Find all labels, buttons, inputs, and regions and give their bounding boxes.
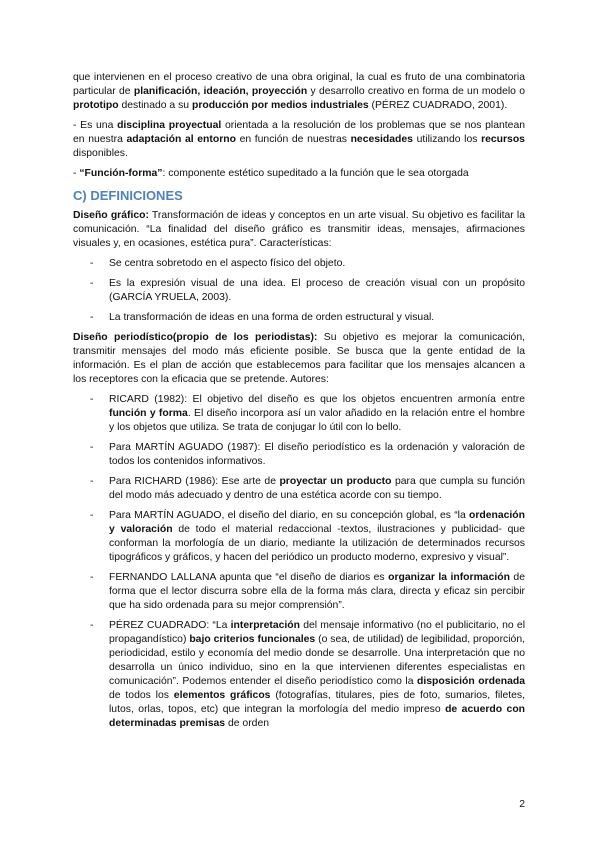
dash-bullet: - [90,258,94,269]
list-item: - Se centra sobretodo en el aspecto físico del objeto. [90,258,346,269]
list-item: - RICARD (1982): El objetivo del diseño es que los objetos encuentren armonía entre función y forma. El diseño incorpora así un valor añadido en la relación entre el hombre y los objetos que utiliza. Se trata de conjugar lo útil con lo bello. [90,394,526,433]
list-item: - Es la expresión visual de una idea. El proceso de creación visual con un propósito (GARCÍA YRUELA, 2003). [90,278,525,303]
grafico-characteristics-list [73,257,525,325]
page-number: 2 [519,799,525,810]
section-heading: C) DEFINICIONES [73,188,183,203]
diseno-grafico-paragraph: Diseño gráfico: Transformación de ideas y conceptos en un arte visual. Su objetivo es facilitar la comunicación. “La finalidad del diseño gráfico es transmitir ideas, mensajes, afirmaciones visuales y, en ocasiones, estética pura”. Características: [73,210,526,249]
dash-bullet: - [90,278,94,289]
dash-bullet: - [90,312,94,323]
dash-bullet: - [90,510,94,521]
list-item: - PÉREZ CUADRADO: “La interpretación del mensaje informativo (no el publicitario, no el propagandístico) bajo criterios funcionales (o sea, de utilidad) de legibilidad, proporción, periodicidad, estilo y economía del medio donde se desarrolle. Una interpretación que no desarrolla un único individuo, sino en la que intervienen diferentes especialistas en comunicación”. Podemos entender el diseño periodístico como la disposición ordenada de todos los elementos gráficos (fotografías, titulares, pies de foto, sumarios, filetes, lutos, orlas, topos, etc) que integran la morfología del medio impreso de acuerdo con determinadas premisas de orden [90,620,526,729]
dash-bullet: - [90,572,94,583]
list-item: - Para MARTÍN AGUADO, el diseño del diario, en su concepción global, es “la ordenación y valoración de todo el material redaccional -textos, ilustraciones y publicidad- que conforman la morfología de un diario, mediante la utilización de determinados recursos tipográficos y gráficos, y hacen del periódico un producto moderno, expresivo y visual”. [90,510,525,563]
intro-paragraph: que intervienen en el proceso creativo de una obra original, la cual es fruto de una combinatoria particular de planificación, ideación, proyección y desarrollo creativo en forma de un modelo o prototipo destinado a su producción por medios industriales (PÉREZ CUADRADO, 2001). [73,72,525,111]
list-item: - Para MARTÍN AGUADO (1987): El diseño periodístico es la ordenación y valoración de todos los contenidos informativos. [90,442,525,467]
authors-list [73,393,525,731]
dash-bullet: - [90,476,94,487]
list-item: - FERNANDO LALLANA apunta que “el diseño de diarios es organizar la información de forma que el lector discurra sobre ella de la forma más clara, directa y eficaz sin percibir que ha sido ordenada para su mejor comprensión”. [90,572,525,611]
funcion-forma-paragraph: - “Función-forma”: componente estético supeditado a la función que le sea otorgada [73,168,469,179]
dash-bullet: - [90,442,94,453]
dash-bullet: - [90,620,94,631]
diseno-periodistico-paragraph: Diseño periodístico(propio de los periodistas): Su objetivo es mejorar la comunicación, transmitir mensajes del modo más eficiente posible. Se busca que la gente entidad de la información. Es el plan de acción que establecemos para facilitar que los mensajes alcancen a los receptores con la eficacia que se pretende. Autores: [73,332,525,385]
list-item: - Para RICHARD (1986): Ese arte de proyectar un producto para que cumpla su función del modo más adecuado y dentro de una estética acorde con su tiempo. [90,476,525,501]
list-item: - La transformación de ideas en una forma de orden estructural y visual. [90,312,435,323]
dash-bullet: - [90,394,94,405]
disciplina-paragraph: - Es una disciplina proyectual orientada a la resolución de los problemas que se nos plantean en nuestra adaptación al entorno en función de nuestras necesidades utilizando los recursos disponibles. [73,120,525,159]
